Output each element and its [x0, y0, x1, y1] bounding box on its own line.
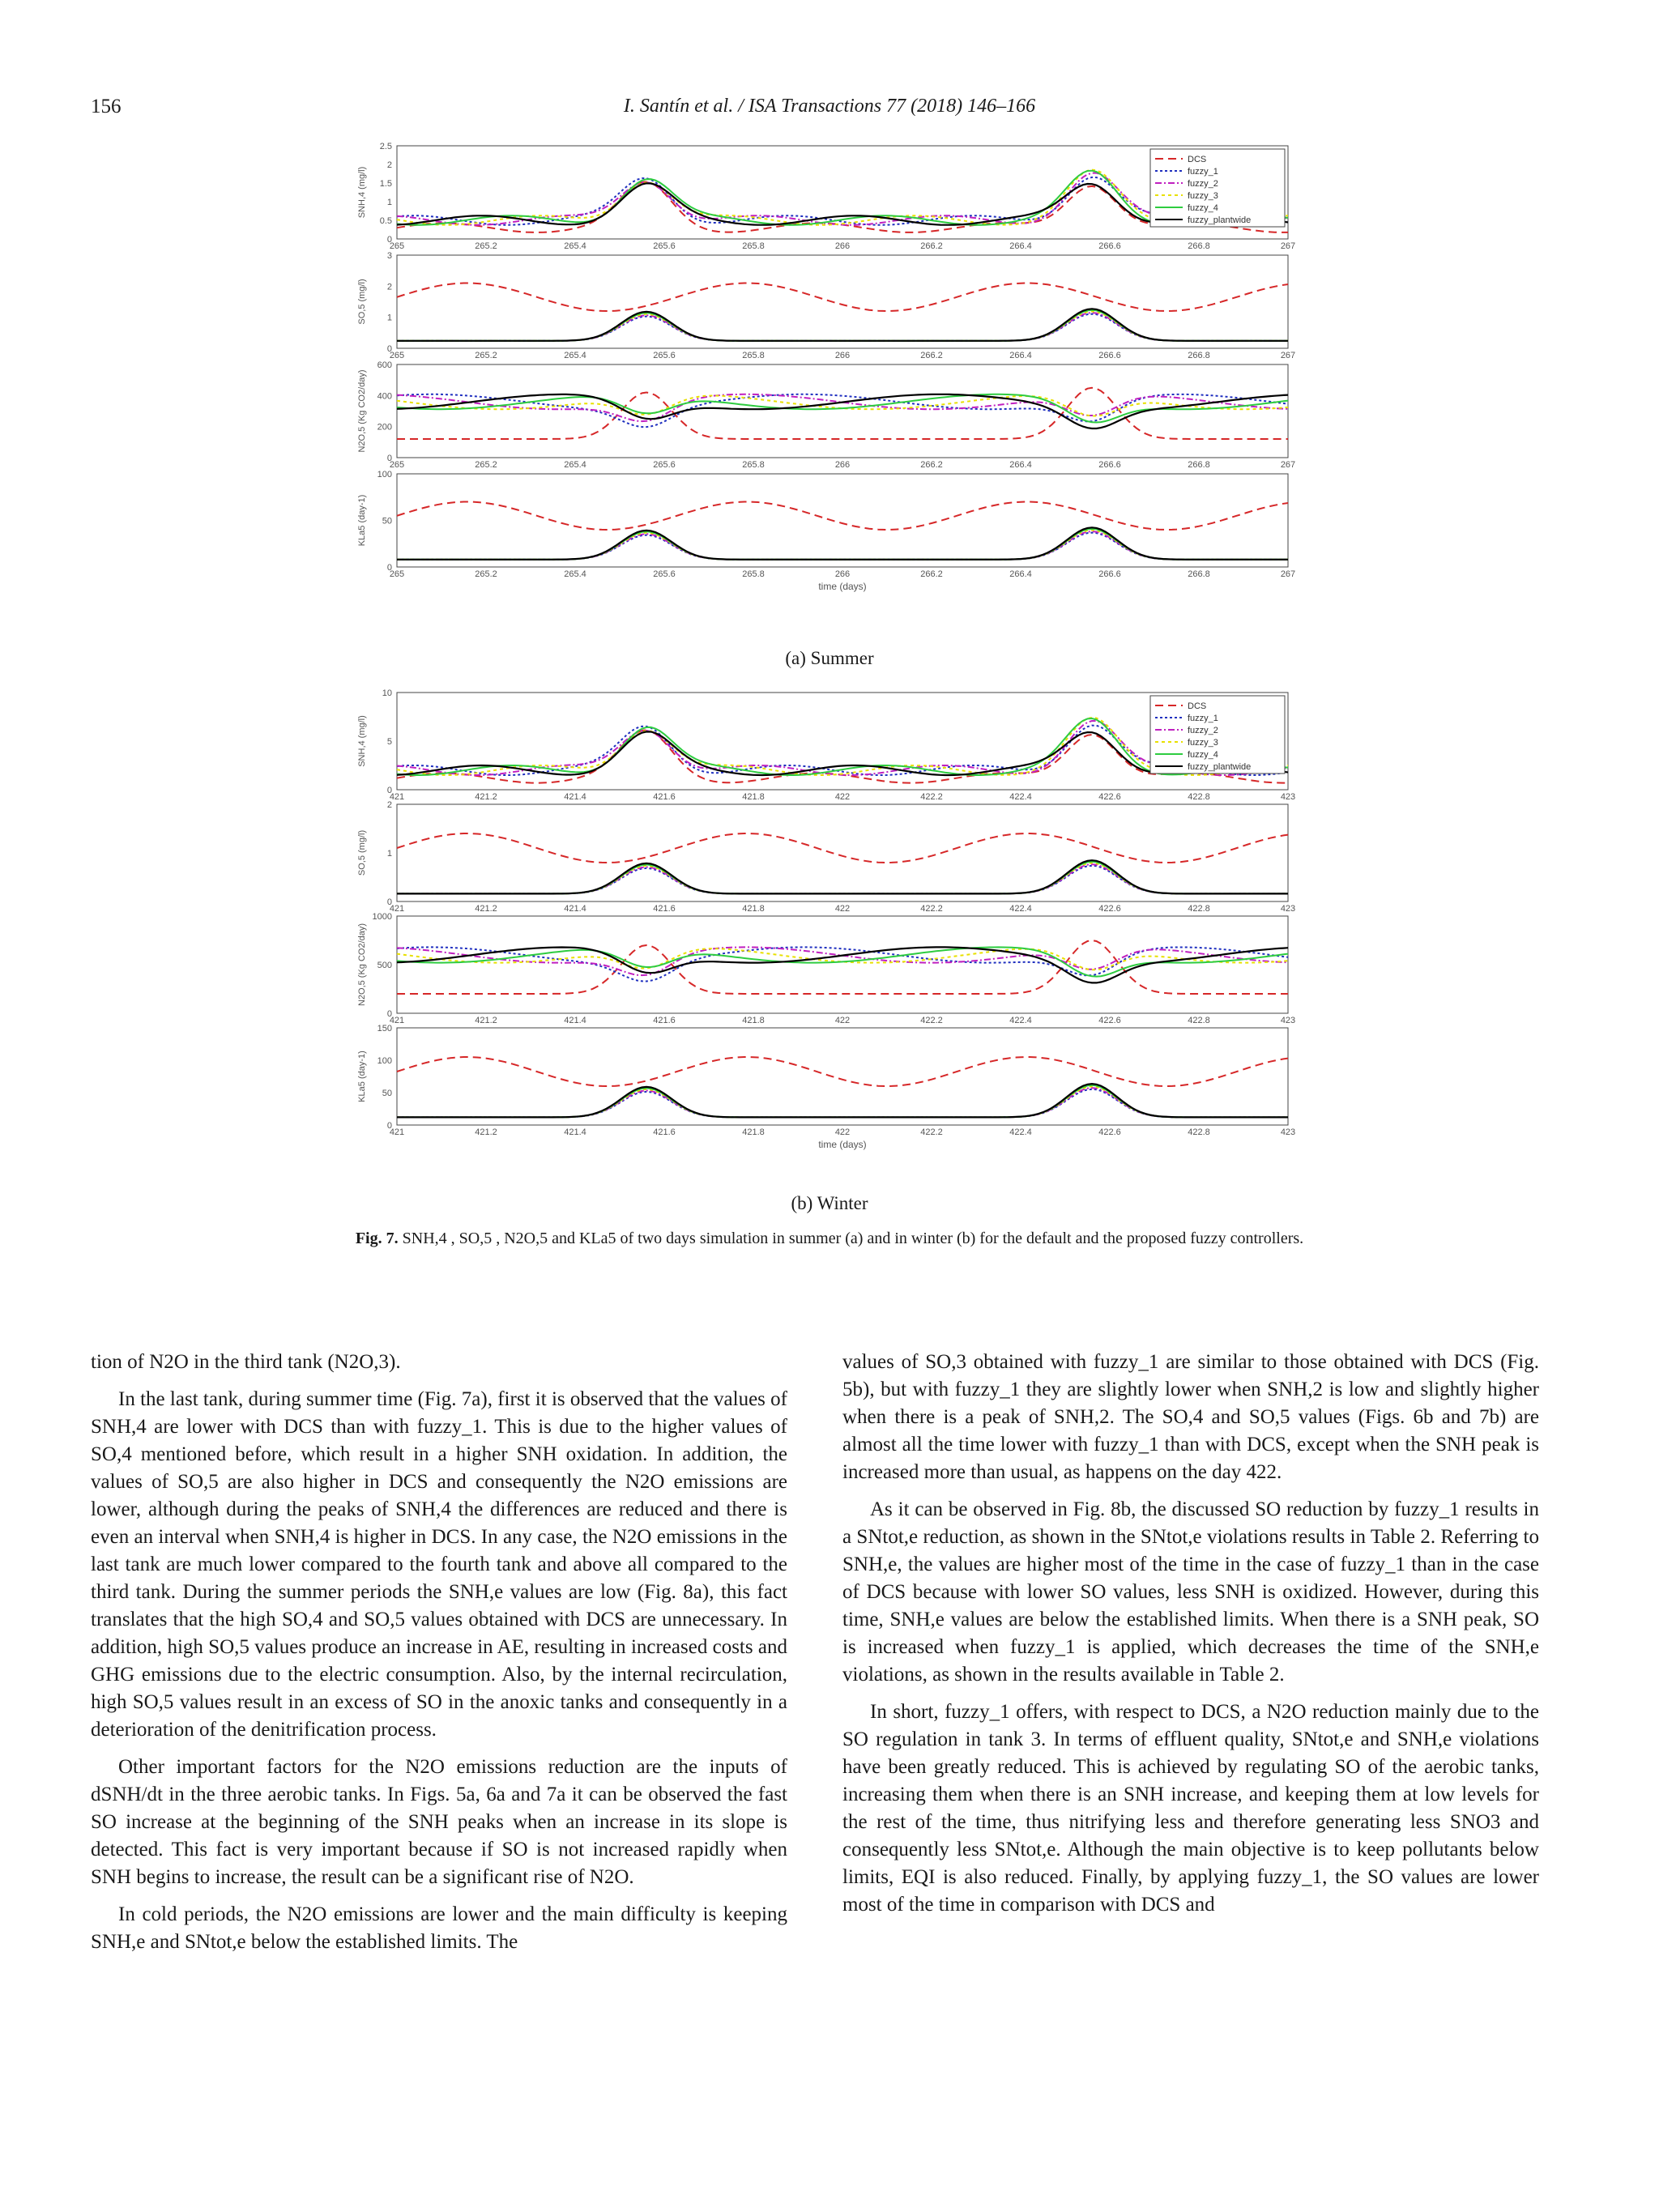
winter-x-tick: 423 — [1280, 904, 1296, 914]
summer-series-fuzzy_plantwide — [397, 527, 1288, 560]
summer-series-fuzzy_2 — [397, 313, 1288, 341]
winter-panel-frame — [397, 916, 1288, 1013]
winter-x-tick: 421.4 — [564, 904, 586, 914]
summer-y-label: SO,5 (mg/l) — [357, 279, 367, 325]
right-para-1: As it can be observed in Fig. 8b, the discussed SO reduction by fuzzy_1 results in a SNtot,e reduction, as shown in the SNtot,e violations results in Table 2. Referring to SNH,e, the values are higher most of the time in the case of fuzzy_1 than in the case of DCS because with lower SO values, less SNH is oxidized. However, during this time, SNH,e values are below the established limits. When there is a SNH peak, SO is increased when fuzzy_1 is applied, which decreases the time of the SNH,e violations, as shown in the results available in Table 2. — [842, 1498, 1539, 1686]
winter-x-tick: 421 — [389, 1016, 405, 1025]
winter-x-tick: 422.2 — [920, 904, 943, 914]
right-para-0: values of SO,3 obtained with fuzzy_1 are similar to those obtained with DCS (Fig. 5b), but with fuzzy_1 they are slightly lower when SNH,2 is low and slightly higher when there is a peak of SNH,2. The SO,4 and SO,5 values (Figs. 6b and 7b) are almost all the time lower with fuzzy_1 than with DCS, except when the SNH peak is increased more than usual, as happens on the day 422. — [842, 1351, 1539, 1483]
winter-x-label: time (days) — [818, 1139, 867, 1150]
summer-series-fuzzy_3 — [397, 530, 1288, 559]
winter-y-tick: 100 — [377, 1056, 392, 1066]
winter-x-tick: 422.6 — [1098, 1127, 1121, 1137]
summer-y-tick: 1.5 — [379, 179, 392, 189]
summer-series-DCS — [397, 502, 1288, 531]
summer-x-tick: 265.8 — [742, 241, 765, 251]
summer-x-tick: 265.4 — [564, 351, 586, 360]
summer-x-tick: 265.8 — [742, 460, 765, 470]
winter-x-tick: 421.2 — [475, 1127, 497, 1137]
winter-series-fuzzy_3 — [397, 863, 1288, 893]
winter-series-fuzzy_3 — [397, 948, 1288, 970]
winter-series-fuzzy_plantwide — [397, 1084, 1288, 1117]
summer-x-tick: 266.8 — [1188, 569, 1210, 579]
summer-series-fuzzy_plantwide — [397, 394, 1288, 428]
summer-y-tick: 0 — [386, 454, 392, 463]
winter-series-fuzzy_plantwide — [397, 860, 1288, 893]
winter-x-tick: 422.6 — [1098, 1016, 1121, 1025]
summer-series-fuzzy_4 — [397, 310, 1288, 341]
winter-y-label: KLa5 (day-1) — [357, 1051, 367, 1102]
summer-x-tick: 265 — [389, 351, 405, 360]
winter-x-tick: 421.8 — [742, 904, 765, 914]
winter-x-tick: 421.2 — [475, 792, 497, 802]
summer-y-tick: 1 — [386, 313, 392, 323]
winter-x-tick: 422.8 — [1188, 1016, 1210, 1025]
summer-y-tick: 2 — [386, 160, 392, 170]
winter-series-fuzzy_2 — [397, 1088, 1288, 1117]
summer-title: (a) Summer — [785, 648, 874, 668]
running-head: I. Santín et al. / ISA Transactions 77 (2018) 146–166 — [623, 96, 1036, 117]
winter-y-tick: 1000 — [372, 912, 392, 922]
figure-caption — [113, 1230, 1546, 1248]
winter-x-tick: 421.4 — [564, 1016, 586, 1025]
winter-x-tick: 423 — [1280, 792, 1296, 802]
page-number: 156 — [91, 96, 122, 117]
winter-x-tick: 422.8 — [1188, 1127, 1210, 1137]
winter-y-label: SO,5 (mg/l) — [357, 829, 367, 876]
summer-y-tick: 200 — [377, 422, 392, 433]
summer-x-tick: 265.2 — [475, 241, 497, 251]
summer-y-tick: 1 — [386, 198, 392, 207]
winter-x-tick: 422.2 — [920, 1016, 943, 1025]
left-para-3: In cold periods, the N2O emissions are lower and the main difficulty is keeping SNH,e and SNtot,e below the established limits. The — [91, 1903, 787, 1953]
summer-y-tick: 0 — [386, 563, 392, 573]
winter-x-tick: 421.8 — [742, 1016, 765, 1025]
winter-series-fuzzy_3 — [397, 1086, 1288, 1117]
winter-x-tick: 423 — [1280, 1016, 1296, 1025]
summer-x-tick: 266.2 — [920, 460, 943, 470]
summer-series-fuzzy_2 — [397, 531, 1288, 560]
summer-x-tick: 266.4 — [1009, 351, 1032, 360]
winter-series-fuzzy_4 — [397, 862, 1288, 894]
figure-summer — [340, 138, 1312, 616]
summer-x-tick: 265.2 — [475, 351, 497, 360]
summer-series-fuzzy_1 — [397, 314, 1288, 341]
figure-winter — [340, 684, 1312, 1170]
winter-series-fuzzy_4 — [397, 1085, 1288, 1118]
winter-y-label: N2O,5 (Kg CO2/day) — [357, 923, 367, 1007]
summer-legend-entry: DCS — [1188, 155, 1207, 164]
summer-x-tick: 266.6 — [1098, 241, 1121, 251]
winter-y-tick: 1 — [386, 849, 392, 859]
winter-x-tick: 421 — [389, 792, 405, 802]
summer-x-tick: 267 — [1280, 351, 1296, 360]
summer-x-tick: 265.2 — [475, 569, 497, 579]
winter-legend-entry: fuzzy_2 — [1188, 726, 1218, 735]
winter-x-tick: 422.4 — [1009, 904, 1032, 914]
winter-x-tick: 421 — [389, 904, 405, 914]
summer-x-tick: 267 — [1280, 241, 1296, 251]
summer-series-DCS — [397, 283, 1288, 312]
winter-x-tick: 422 — [834, 792, 851, 802]
summer-x-tick: 266.8 — [1188, 241, 1210, 251]
summer-x-tick: 266 — [834, 241, 851, 251]
caption-text: SNH,4 , SO,5 , N2O,5 and KLa5 of two days simulation in summer (a) and in winter (b) for the default and the proposed fuzzy controllers. — [402, 1230, 1304, 1247]
right-column — [842, 1349, 1539, 1929]
summer-x-tick: 267 — [1280, 460, 1296, 470]
winter-x-tick: 421.6 — [653, 1127, 676, 1137]
summer-x-tick: 266.2 — [920, 569, 943, 579]
winter-legend-entry: fuzzy_3 — [1188, 738, 1218, 748]
winter-title: (b) Winter — [791, 1193, 868, 1213]
winter-legend-entry: DCS — [1188, 701, 1207, 711]
winter-series-DCS — [397, 1057, 1288, 1086]
summer-series-fuzzy_1 — [397, 394, 1288, 427]
summer-x-label: time (days) — [818, 581, 867, 592]
summer-x-tick: 266.6 — [1098, 351, 1121, 360]
summer-series-fuzzy_1 — [397, 533, 1288, 560]
winter-y-tick: 500 — [377, 961, 392, 970]
winter-y-tick: 0 — [386, 786, 392, 795]
winter-y-label: SNH,4 (mg/l) — [357, 715, 367, 767]
left-para-2: Other important factors for the N2O emissions reduction are the inputs of dSNH/dt in the three aerobic tanks. In Figs. 5a, 6a and 7a it can be observed the fast SO increase at the beginning of the SNH peaks when an increase in its slope is detected. This fact is very important because if SO is not increased rapidly when SNH begins to increase, the result can be a significant rise of N2O. — [91, 1756, 787, 1888]
summer-series-fuzzy_3 — [397, 396, 1288, 416]
summer-x-tick: 266.8 — [1188, 351, 1210, 360]
winter-x-tick: 421.6 — [653, 1016, 676, 1025]
summer-y-tick: 50 — [382, 516, 392, 526]
summer-x-tick: 266.2 — [920, 241, 943, 251]
winter-y-tick: 5 — [386, 737, 392, 747]
winter-x-tick: 422 — [834, 1016, 851, 1025]
summer-x-tick: 265.8 — [742, 569, 765, 579]
winter-x-tick: 422.2 — [920, 792, 943, 802]
winter-series-DCS — [397, 833, 1288, 863]
summer-x-tick: 267 — [1280, 569, 1296, 579]
winter-series-fuzzy_1 — [397, 1089, 1288, 1118]
winter-panel-frame — [397, 1028, 1288, 1125]
summer-x-tick: 266.4 — [1009, 569, 1032, 579]
summer-x-tick: 266 — [834, 351, 851, 360]
summer-y-tick: 100 — [377, 470, 392, 479]
summer-y-tick: 0 — [386, 235, 392, 245]
summer-series-fuzzy_plantwide — [397, 309, 1288, 341]
summer-x-tick: 265.4 — [564, 241, 586, 251]
winter-series-fuzzy_plantwide — [397, 947, 1288, 982]
winter-x-tick: 421.4 — [564, 792, 586, 802]
summer-legend-entry: fuzzy_1 — [1188, 167, 1218, 177]
winter-x-tick: 422.4 — [1009, 792, 1032, 802]
winter-x-tick: 422.8 — [1188, 904, 1210, 914]
summer-x-tick: 265.6 — [653, 460, 676, 470]
winter-y-tick: 50 — [382, 1089, 392, 1098]
winter-y-tick: 10 — [382, 688, 392, 698]
winter-legend-entry: fuzzy_4 — [1188, 750, 1218, 760]
summer-x-tick: 266.6 — [1098, 460, 1121, 470]
winter-x-tick: 421.4 — [564, 1127, 586, 1137]
winter-series-fuzzy_2 — [397, 864, 1288, 893]
summer-y-label: N2O,5 (Kg CO2/day) — [357, 369, 367, 453]
winter-x-tick: 421.6 — [653, 792, 676, 802]
winter-x-tick: 423 — [1280, 1127, 1296, 1137]
summer-x-tick: 265 — [389, 569, 405, 579]
summer-x-tick: 265.4 — [564, 460, 586, 470]
winter-x-tick: 422.4 — [1009, 1127, 1032, 1137]
summer-x-tick: 266.4 — [1009, 460, 1032, 470]
summer-x-tick: 265 — [389, 460, 405, 470]
summer-x-tick: 265.6 — [653, 351, 676, 360]
winter-panel-frame — [397, 804, 1288, 901]
summer-legend-entry: fuzzy_3 — [1188, 191, 1218, 201]
summer-x-tick: 265.6 — [653, 241, 676, 251]
summer-y-label: KLa5 (day-1) — [357, 494, 367, 547]
left-para-0: tion of N2O in the third tank (N2O,3). — [91, 1351, 401, 1373]
summer-y-tick: 0 — [386, 344, 392, 354]
winter-x-tick: 421.6 — [653, 904, 676, 914]
right-para-2: In short, fuzzy_1 offers, with respect to DCS, a N2O reduction mainly due to the SO regulation in tank 3. In terms of effluent quality, SNtot,e and SNH,e violations have been greatly reduced. This is achieved by regulating SO of the aerobic tanks, increasing them when there is an SNH increase, and keeping them at low levels for the rest of the time, thus nitrifying less and therefore generating less SNO3 and consequently less SNtot,e. Although the main objective is to keep pollutants below limits, EQI is also reduced. Finally, by applying fuzzy_1, the SO values are lower most of the time in comparison with DCS and — [842, 1701, 1539, 1916]
winter-x-tick: 421.2 — [475, 1016, 497, 1025]
summer-y-tick: 0.5 — [379, 216, 392, 226]
winter-y-tick: 2 — [386, 800, 392, 810]
winter-x-tick: 421.2 — [475, 904, 497, 914]
summer-series-fuzzy_4 — [397, 529, 1288, 560]
summer-x-tick: 265.8 — [742, 351, 765, 360]
summer-panel-frame — [397, 474, 1288, 567]
winter-legend-entry: fuzzy_1 — [1188, 714, 1218, 723]
winter-x-tick: 421 — [389, 1127, 405, 1137]
winter-y-tick: 0 — [386, 1009, 392, 1019]
winter-x-tick: 421.8 — [742, 792, 765, 802]
left-para-1: In the last tank, during summer time (Fig. 7a), first it is observed that the values of SNH,4 are lower with DCS than with fuzzy_1. This is due to the higher values of SO,4 mentioned before, which result in a higher SNH oxidation. In addition, the values of SO,5 are also higher in DCS and consequently the N2O emissions are lower, although during the peaks of SNH,4 the differences are reduced and there is even an interval when SNH,4 is higher in DCS. In any case, the N2O emissions in the last tank are much lower compared to the fourth tank and above all compared to the third tank. During the summer periods the SNH,e values are low (Fig. 8a), this fact translates that the high SO,4 and SO,5 values obtained with DCS are unnecessary. In addition, high SO,5 values produce an increase in AE, resulting in increased costs and GHG emissions due to the electric consumption. Also, by the internal recirculation, high SO,5 values result in an excess of SO in the anoxic tanks and consequently in a deterioration of the denitrification process. — [91, 1388, 787, 1741]
summer-series-fuzzy_3 — [397, 311, 1288, 340]
summer-panel-frame — [397, 255, 1288, 348]
summer-y-tick: 600 — [377, 360, 392, 370]
winter-legend-entry: fuzzy_plantwide — [1188, 762, 1252, 772]
summer-x-tick: 266.6 — [1098, 569, 1121, 579]
summer-x-tick: 266.8 — [1188, 460, 1210, 470]
summer-legend-entry: fuzzy_2 — [1188, 179, 1218, 189]
winter-x-tick: 422 — [834, 904, 851, 914]
summer-x-tick: 265.6 — [653, 569, 676, 579]
summer-y-label: SNH,4 (mg/l) — [357, 166, 367, 219]
summer-y-tick: 2.5 — [379, 142, 392, 151]
winter-x-tick: 421.8 — [742, 1127, 765, 1137]
winter-x-tick: 422.4 — [1009, 1016, 1032, 1025]
summer-panel-frame — [397, 364, 1288, 458]
winter-y-tick: 0 — [386, 897, 392, 907]
summer-legend-entry: fuzzy_4 — [1188, 203, 1218, 213]
summer-legend-entry: fuzzy_plantwide — [1188, 215, 1252, 225]
winter-x-tick: 422.2 — [920, 1127, 943, 1137]
winter-x-tick: 422 — [834, 1127, 851, 1137]
winter-y-tick: 0 — [386, 1121, 392, 1131]
left-column — [91, 1349, 787, 1966]
winter-y-tick: 150 — [377, 1024, 392, 1034]
winter-x-tick: 422.6 — [1098, 792, 1121, 802]
summer-x-tick: 266 — [834, 569, 851, 579]
winter-x-tick: 422.8 — [1188, 792, 1210, 802]
summer-x-tick: 266 — [834, 460, 851, 470]
summer-x-tick: 266.2 — [920, 351, 943, 360]
winter-x-tick: 422.6 — [1098, 904, 1121, 914]
summer-x-tick: 266.4 — [1009, 241, 1032, 251]
summer-y-tick: 2 — [386, 282, 392, 292]
summer-x-tick: 265.2 — [475, 460, 497, 470]
caption-label: Fig. 7. — [355, 1230, 399, 1247]
summer-x-tick: 265.4 — [564, 569, 586, 579]
winter-series-fuzzy_1 — [397, 866, 1288, 894]
summer-x-tick: 265 — [389, 241, 405, 251]
summer-y-tick: 3 — [386, 251, 392, 261]
winter-series-fuzzy_1 — [397, 947, 1288, 981]
summer-y-tick: 400 — [377, 391, 392, 402]
